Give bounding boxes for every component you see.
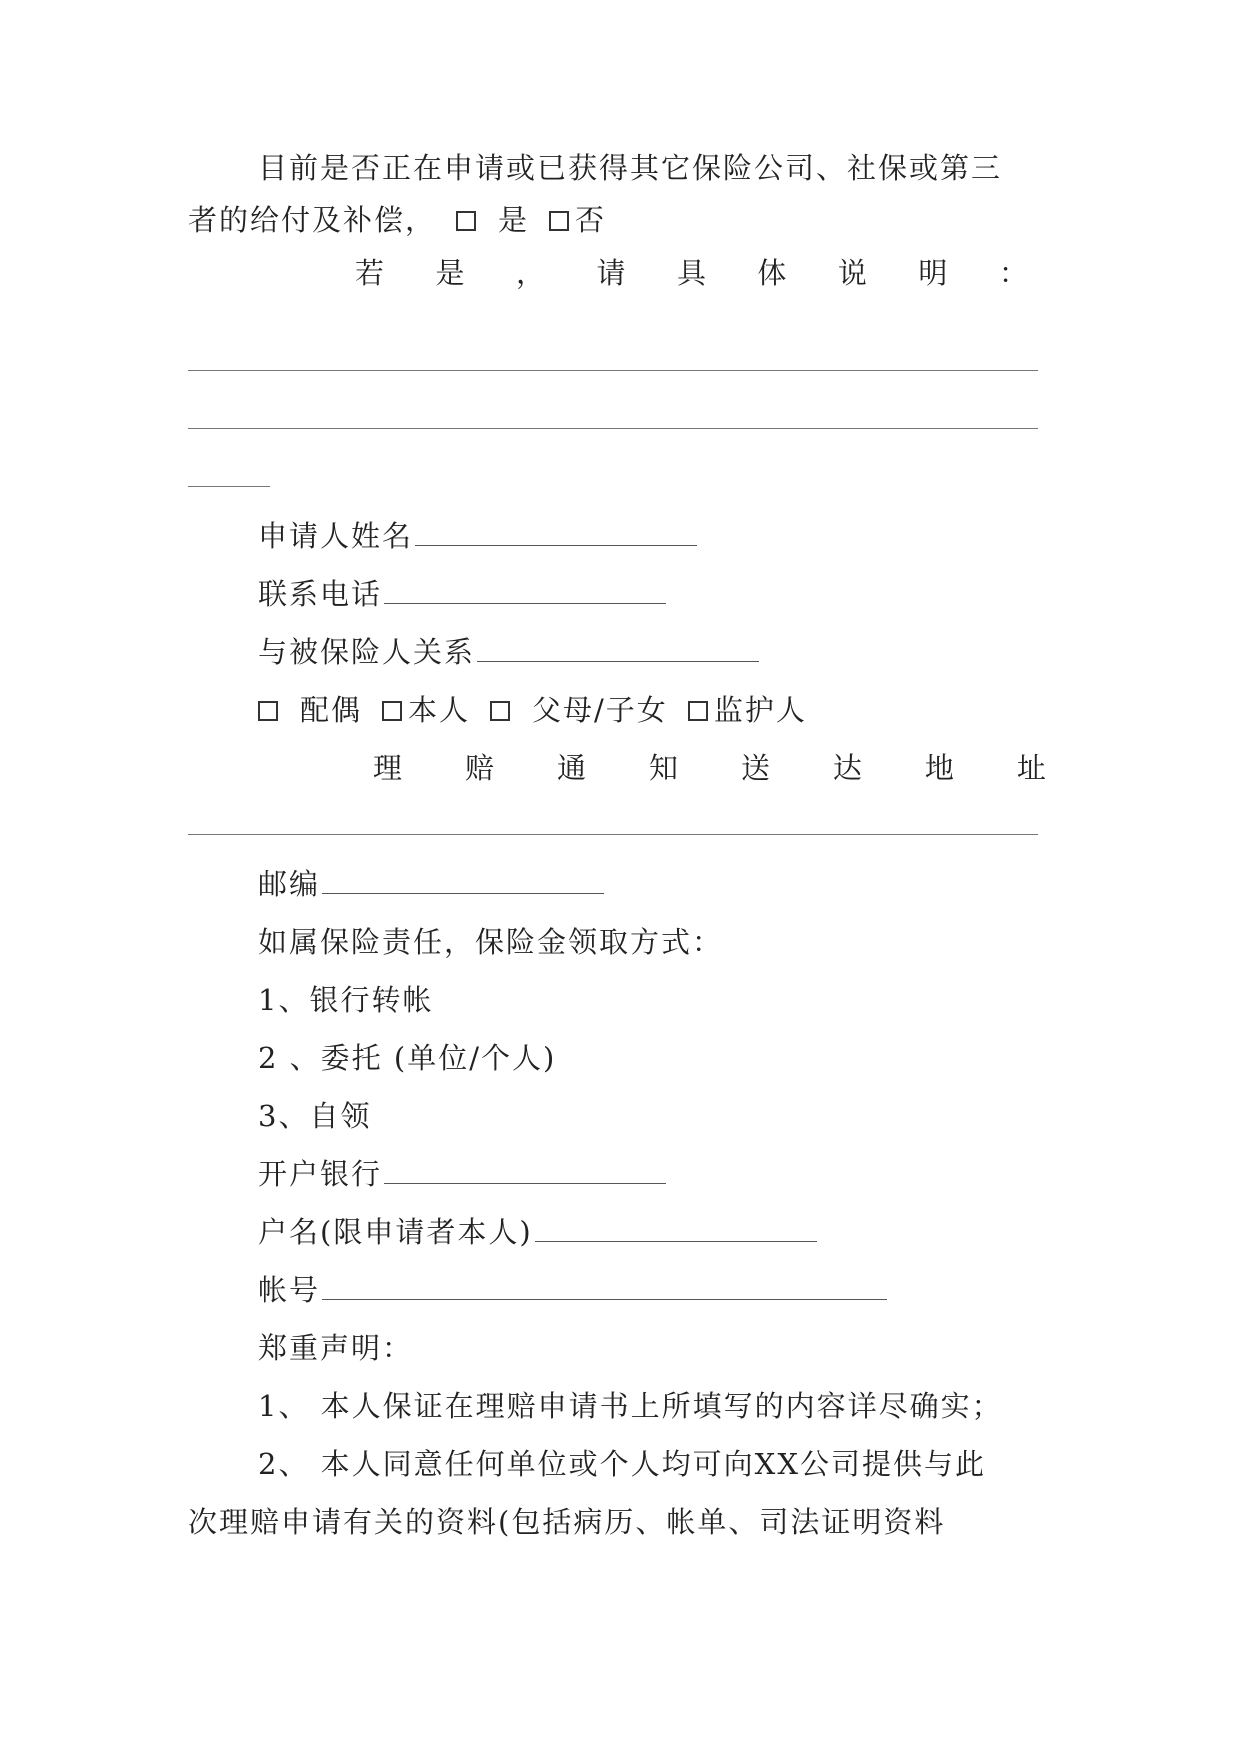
phone-field[interactable]: [384, 575, 666, 604]
parent-child-label: 父母/子女: [532, 693, 668, 727]
account-name-row: [258, 1212, 1056, 1252]
no-label: 否: [575, 203, 607, 237]
postcode-field[interactable]: [322, 865, 604, 894]
explain-blank-line-2[interactable]: [188, 428, 1038, 429]
explain-char: 是: [435, 256, 467, 290]
explain-char: 请: [596, 256, 628, 290]
relationship-label: 与被保险人关系: [258, 635, 476, 669]
explain-blank-line-3[interactable]: [188, 486, 270, 487]
explain-char: ，: [515, 256, 547, 290]
account-number-label: 帐号: [258, 1273, 321, 1307]
bank-name-label: 开户银行: [258, 1157, 383, 1191]
declaration-item-2-line2: 次理赔申请有关的资料(包括病历、帐单、司法证明资料: [188, 1505, 946, 1539]
phone-row: [258, 574, 1056, 614]
applicant-name-row: [258, 516, 1056, 556]
address-char: 通: [556, 751, 588, 785]
address-char: 送: [740, 751, 772, 785]
relationship-options: [258, 690, 1056, 730]
address-label: [373, 748, 1048, 788]
parent-child-checkbox[interactable]: [490, 701, 510, 721]
postcode-label: 邮编: [258, 867, 321, 901]
explain-char: 具: [676, 256, 708, 290]
bank-name-row: [258, 1154, 1056, 1194]
address-char: 理: [373, 751, 405, 785]
explain-char: 说: [837, 256, 869, 290]
payout-heading: 如属保险责任，保险金领取方式：: [258, 925, 724, 959]
declaration-heading: 郑重声明：: [258, 1331, 414, 1365]
guardian-label: 监护人: [713, 693, 807, 727]
relationship-field[interactable]: [477, 633, 759, 662]
spouse-label: 配偶: [300, 693, 363, 727]
explain-char: 体: [757, 256, 789, 290]
account-number-row: [258, 1270, 1056, 1310]
phone-label: 联系电话: [258, 577, 383, 611]
yes-label: 是: [498, 203, 530, 237]
relationship-row: [258, 632, 1056, 672]
address-field[interactable]: [188, 834, 1038, 835]
intro-question-line2: [188, 200, 1056, 240]
postcode-row: [258, 864, 1056, 904]
address-char: 达: [832, 751, 864, 785]
payout-option-self-collect: 3、自领: [258, 1099, 372, 1133]
account-name-label: 户名(限申请者本人): [258, 1215, 533, 1249]
applicant-name-field[interactable]: [415, 517, 697, 546]
yes-checkbox[interactable]: [456, 211, 476, 231]
intro-question-line1: 目前是否正在申请或已获得其它保险公司、社保或第三: [258, 151, 1003, 185]
spouse-checkbox[interactable]: [258, 701, 278, 721]
address-char: 知: [648, 751, 680, 785]
account-name-field[interactable]: [535, 1213, 817, 1242]
payout-option-entrust: 2 、委托 (单位/个人): [258, 1041, 557, 1075]
bank-name-field[interactable]: [384, 1155, 666, 1184]
explain-prompt: [355, 253, 1030, 293]
intro-question-line2-text: 者的给付及补偿，: [188, 203, 437, 237]
explain-char: 若: [355, 256, 387, 290]
self-checkbox[interactable]: [382, 701, 402, 721]
account-number-field[interactable]: [322, 1271, 887, 1300]
declaration-item-1: 1、 本人保证在理赔申请书上所填写的内容详尽确实；: [258, 1389, 1003, 1423]
explain-char: 明: [918, 256, 950, 290]
applicant-name-label: 申请人姓名: [258, 519, 414, 553]
declaration-item-2-line1: 2、 本人同意任何单位或个人均可向XX公司提供与此: [258, 1447, 986, 1481]
address-char: 址: [1016, 751, 1048, 785]
guardian-checkbox[interactable]: [688, 701, 708, 721]
explain-char: ：: [998, 256, 1030, 290]
address-char: 地: [924, 751, 956, 785]
no-checkbox[interactable]: [549, 211, 569, 231]
explain-blank-line-1[interactable]: [188, 370, 1038, 371]
payout-option-bank-transfer: 1、银行转帐: [258, 983, 434, 1017]
address-char: 赔: [464, 751, 496, 785]
self-label: 本人: [408, 693, 471, 727]
